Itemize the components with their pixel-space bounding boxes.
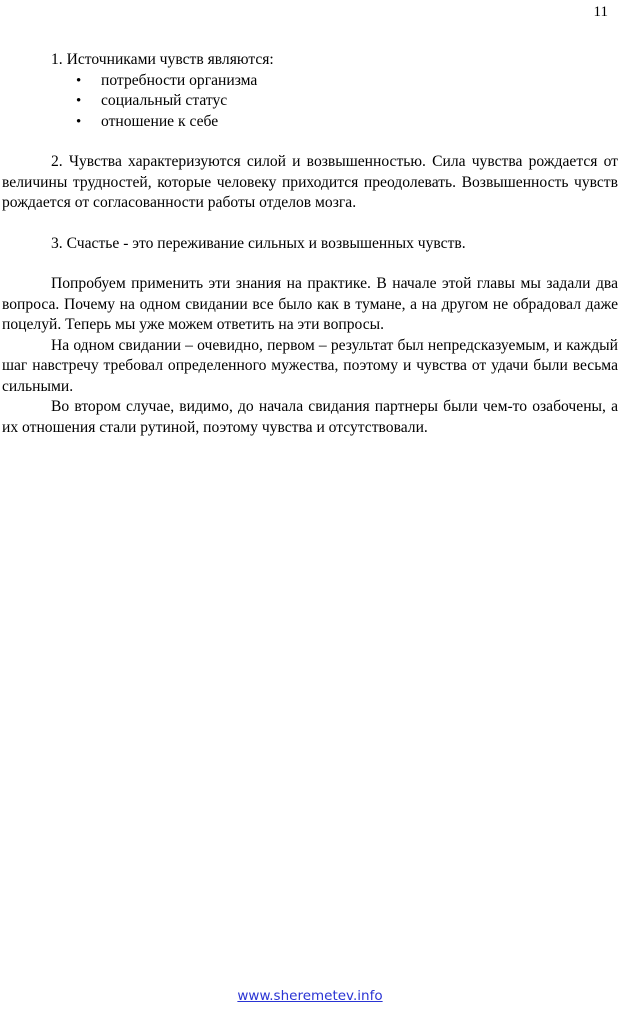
bullet-icon: • [76,93,82,109]
list-item [2,71,618,92]
list-item [2,112,618,133]
paragraph-second-date: Во втором случае, видимо, до начала свидания партнеры были чем-то озабочены, а их отношения стали рутиной, поэтому чувства и отсутствовали. [2,398,618,436]
document-body [2,50,618,438]
website-link[interactable]: www.sheremetev.info [237,988,383,1004]
sources-intro: 1. Источниками чувств являются: [51,51,274,68]
sources-list [2,71,618,133]
paragraph-happiness-definition: 3. Счастье - это переживание сильных и возвышенных чувств. [51,234,466,252]
list-item-text: потребности организма [101,71,258,89]
footer [0,988,620,1004]
page-number: 11 [593,4,608,20]
bullet-icon: • [76,113,82,130]
paragraph-feelings-characteristics: 2. Чувства характеризуются силой и возвышенностью. Сила чувства рождается от величины трудностей, которые человеку приходится преодолевать. Возвышенность чувств рождается от согласованности работы отделов мозга. [2,153,618,211]
list-item-text: социальный статус [101,92,228,109]
list-item [2,91,618,112]
list-item-text: отношение к себе [101,112,219,130]
bullet-icon: • [76,72,82,89]
paragraph-practice: Попробуем применить эти знания на практике. В начале этой главы мы задали два вопроса. Почему на одном свидании все было как в тумане, а на другом не обрадовал даже поцелуй. Теперь мы уже можем ответить на эти вопросы. [2,275,618,333]
paragraph-first-date: На одном свидании – очевидно, первом – результат был непредсказуемым, и каждый шаг навстречу требовал определенного мужества, поэтому и чувства от удачи были весьма сильными. [2,336,618,395]
